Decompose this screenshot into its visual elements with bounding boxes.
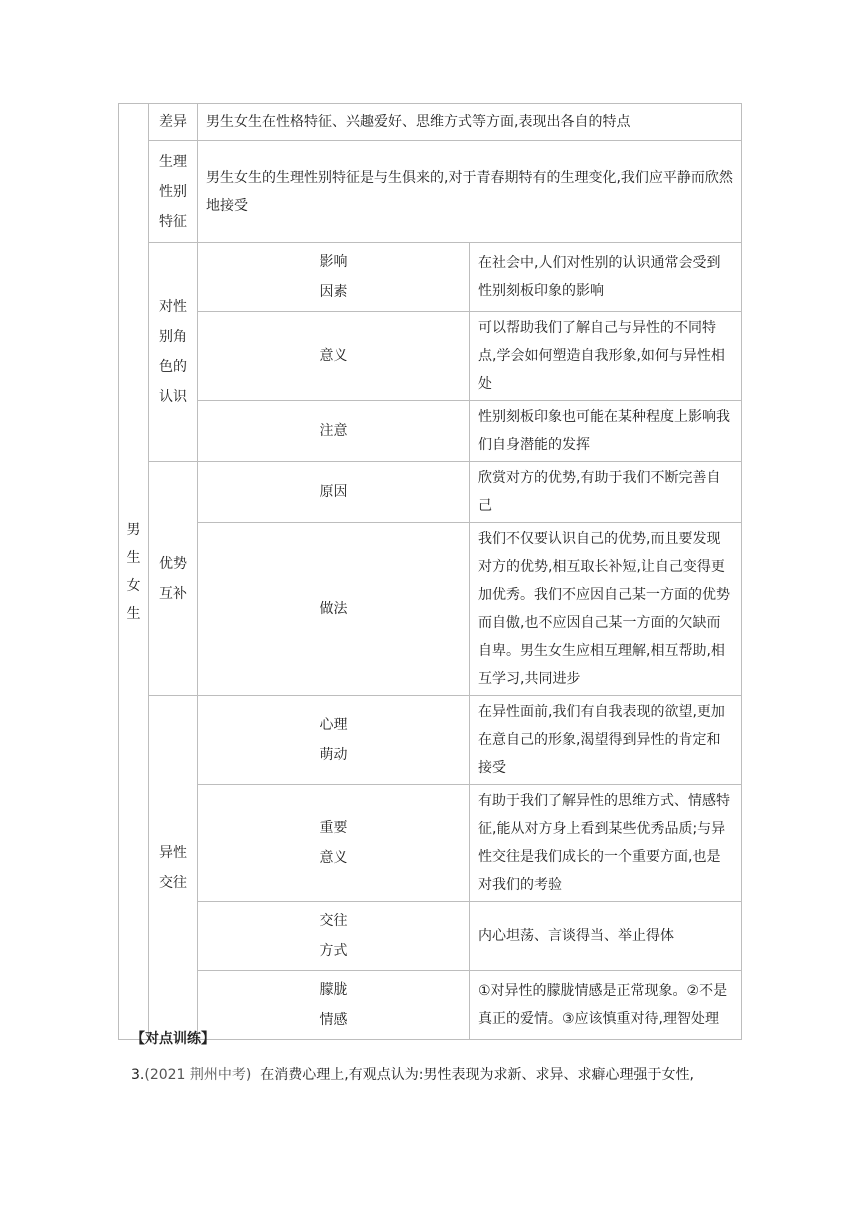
diff-content: 男生女生在性格特征、兴趣爱好、思维方式等方面,表现出各自的特点 <box>198 104 742 141</box>
knowledge-table <box>118 103 742 1040</box>
question-number: 3. <box>131 1067 145 1083</box>
psych-label-cell <box>198 696 470 785</box>
meaning-content: 可以帮助我们了解自己与异性的不同特点,学会如何塑造自我形象,如何与异性相处 <box>470 312 742 401</box>
role-label-cell <box>149 243 198 462</box>
question-line <box>131 1064 694 1084</box>
method-label: 做法 <box>198 523 470 696</box>
importance-label: 重要意义 <box>319 820 348 866</box>
main-topic-label: 男生女生 <box>126 521 141 622</box>
psych-content: 在异性面前,我们有自我表现的欲望,更加在意自己的形象,渴望得到异性的肯定和接受 <box>470 696 742 785</box>
role-label: 对性别角色的认识 <box>159 299 187 405</box>
note-label: 注意 <box>198 401 470 462</box>
physio-label: 生理性别特征 <box>159 153 187 230</box>
way-label-cell <box>198 902 470 971</box>
hazy-content: ①对异性的朦胧情感是正常现象。②不是真正的爱情。③应该慎重对待,理智处理 <box>470 971 742 1040</box>
question-text: 在消费心理上,有观点认为:男性表现为求新、求异、求癖心理强于女性, <box>260 1067 694 1083</box>
physio-content: 男生女生的生理性别特征是与生俱来的,对于青春期特有的生理变化,我们应平静而欣然地接受 <box>198 141 742 243</box>
physio-label-cell <box>149 141 198 243</box>
factor-label-cell <box>198 243 470 312</box>
hazy-label: 朦胧情感 <box>319 982 348 1028</box>
comp-label-cell <box>149 462 198 696</box>
importance-label-cell <box>198 785 470 902</box>
psych-label: 心理萌动 <box>319 717 348 763</box>
training-title: 【对点训练】 <box>131 1031 215 1047</box>
way-label: 交往方式 <box>319 913 348 959</box>
hazy-label-cell <box>198 971 470 1040</box>
question-source: (2021 荆州中考) <box>144 1067 252 1083</box>
way-content: 内心坦荡、言谈得当、举止得体 <box>470 902 742 971</box>
reason-content: 欣赏对方的优势,有助于我们不断完善自己 <box>470 462 742 523</box>
importance-content: 有助于我们了解异性的思维方式、情感特征,能从对方身上看到某些优秀品质;与异性交往是我们成长的一个重要方面,也是对我们的考验 <box>470 785 742 902</box>
note-content: 性别刻板印象也可能在某种程度上影响我们自身潜能的发挥 <box>470 401 742 462</box>
diff-label: 差异 <box>149 104 198 141</box>
comp-label: 优势互补 <box>159 555 187 602</box>
contact-label: 异性交往 <box>159 844 187 891</box>
reason-label: 原因 <box>198 462 470 523</box>
factor-label: 影响因素 <box>319 254 348 300</box>
contact-label-cell <box>149 696 198 1040</box>
method-content: 我们不仅要认识自己的优势,而且要发现对方的优势,相互取长补短,让自己变得更加优秀。我们不应因自己某一方面的优势而自傲,也不应因自己某一方面的欠缺而自卑。男生女生应相互理解,相互帮助,相互学习,共同进步 <box>470 523 742 696</box>
meaning-label: 意义 <box>198 312 470 401</box>
factor-content: 在社会中,人们对性别的认识通常会受到性别刻板印象的影响 <box>470 243 742 312</box>
main-topic-cell <box>119 104 149 1040</box>
